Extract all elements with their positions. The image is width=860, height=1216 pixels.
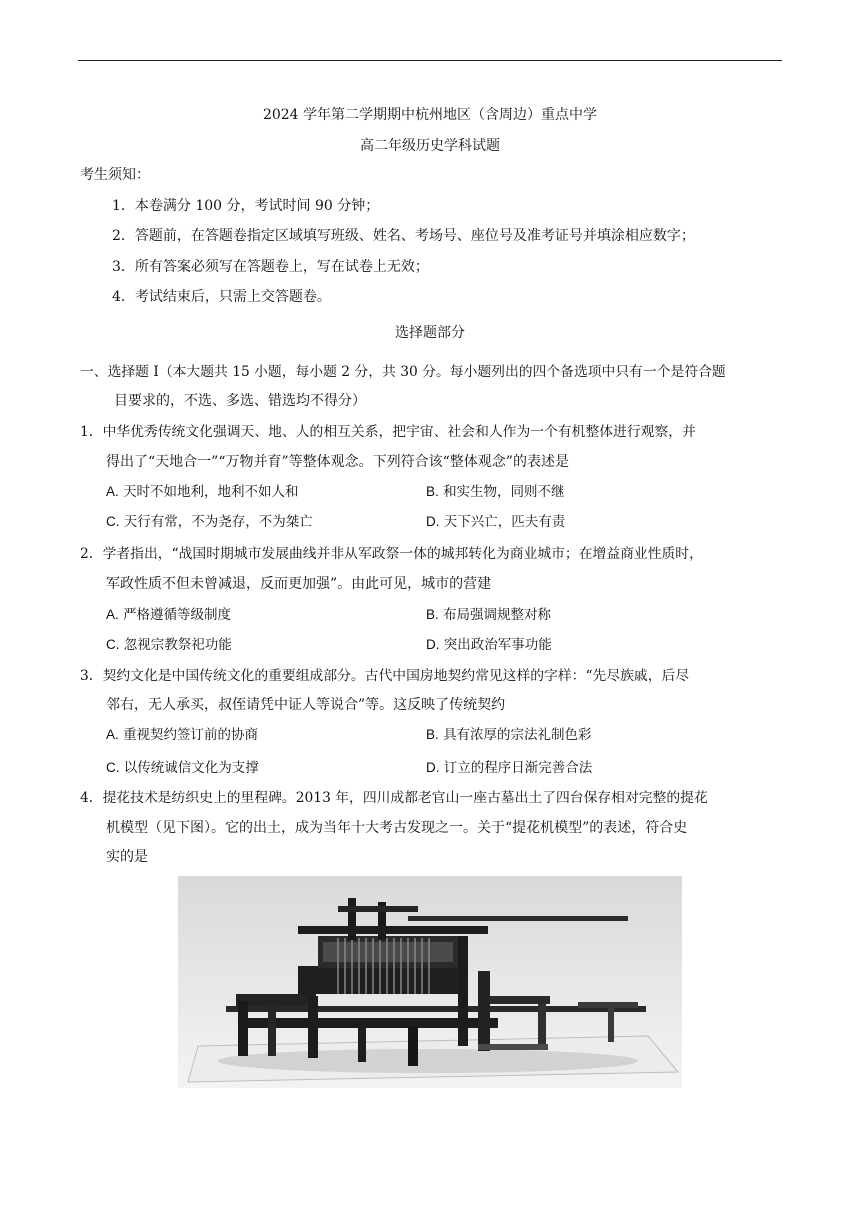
question-4-line: 4．提花技术是纺织史上的里程碑。2013 年，四川成都老官山一座古墓出土了四台保存相对完整的提花 — [80, 790, 708, 806]
question-2-option-a: A. 严格遵循等级制度 — [106, 607, 232, 623]
question-2-option-c: C. 忽视宗教祭祀功能 — [106, 637, 232, 653]
loom-model-photo — [178, 876, 682, 1088]
question-1-option-d: D. 天下兴亡，匹夫有责 — [426, 514, 566, 530]
header-rule — [78, 60, 782, 61]
question-1-line: 1．中华优秀传统文化强调天、地、人的相互关系，把宇宙、社会和人作为一个有机整体进行观察，并 — [80, 424, 696, 440]
question-2-option-b: B. 布局强调规整对称 — [426, 607, 552, 623]
notice-item: 2．答题前，在答题卷指定区域填写班级、姓名、考场号、座位号及准考证号并填涂相应数字； — [112, 228, 695, 244]
question-3-option-c: C. 以传统诚信文化为支撑 — [106, 760, 259, 776]
notice-item: 4．考试结束后，只需上交答题卷。 — [112, 289, 331, 305]
part-title: 选择题部分 — [395, 325, 465, 341]
question-2-line: 军政性质不但未曾减退，反而更加强”。由此可见，城市的营建 — [106, 576, 492, 592]
notice-item: 3．所有答案必须写在答题卷上，写在试卷上无效； — [112, 259, 429, 275]
question-2-line: 2．学者指出，“战国时期城市发展曲线并非从军政祭一体的城邦转化为商业城市；在增益商业性质时， — [80, 546, 703, 562]
notice-title: 考生须知： — [80, 167, 150, 183]
section-heading-line2: 目要求的，不选、多选、错选均不得分） — [114, 393, 366, 409]
question-3-line: 3．契约文化是中国传统文化的重要组成部分。古代中国房地契约常见这样的字样：“先尽族戚，后尽 — [80, 668, 690, 684]
question-1-option-b: B. 和实生物，同则不继 — [426, 484, 565, 500]
question-3-line: 邻右，无人承买，叔侄请凭中证人等说合”等。这反映了传统契约 — [106, 697, 506, 713]
question-1-option-a: A. 天时不如地利，地利不如人和 — [106, 484, 299, 500]
question-1-line: 得出了“天地合一”“万物并育”等整体观念。下列符合该“整体观念”的表述是 — [106, 454, 569, 470]
exam-title-line1: 2024 学年第二学期期中杭州地区（含周边）重点中学 — [262, 107, 598, 123]
question-2-option-d: D. 突出政治军事功能 — [426, 637, 552, 653]
question-4-line: 实的是 — [106, 849, 148, 865]
section-heading-line1: 一、选择题 I（本大题共 15 小题，每小题 2 分，共 30 分。每小题列出的四个备选项中只有一个是符合题 — [80, 364, 726, 380]
question-1-option-c: C. 天行有常，不为尧存，不为桀亡 — [106, 514, 313, 530]
exam-title-line2: 高二年级历史学科试题 — [360, 138, 500, 154]
question-3-option-b: B. 具有浓厚的宗法礼制色彩 — [426, 727, 592, 743]
question-3-option-d: D. 订立的程序日渐完善合法 — [426, 760, 593, 776]
question-4-line: 机模型（见下图）。它的出土，成为当年十大考古发现之一。关于“提花机模型”的表述，符合史 — [106, 820, 688, 836]
notice-item: 1．本卷满分 100 分，考试时间 90 分钟； — [112, 198, 380, 214]
question-3-option-a: A. 重视契约签订前的协商 — [106, 727, 259, 743]
